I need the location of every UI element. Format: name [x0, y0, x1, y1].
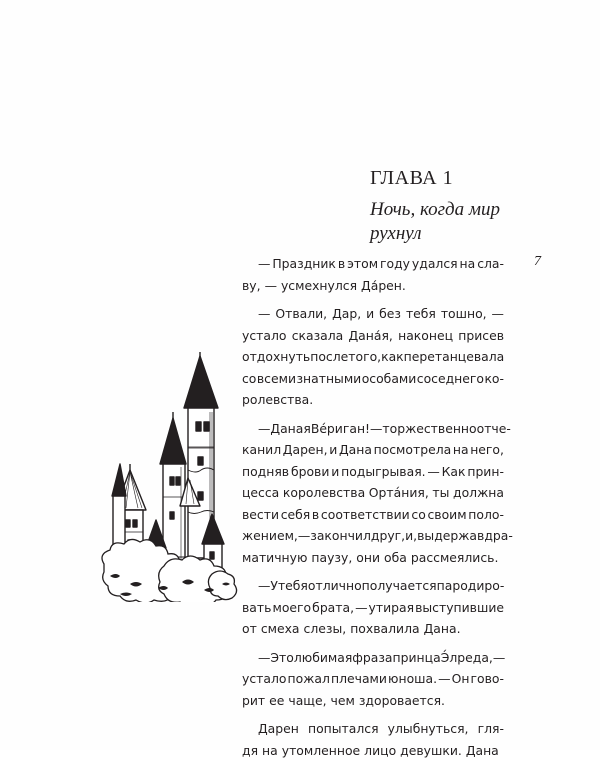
- text-line: рит ее чаще, чем здоровается.: [242, 690, 504, 712]
- paragraph-gap: [242, 711, 504, 718]
- text-line: устало пожал плечами юноша. — Он гово-: [242, 668, 504, 690]
- text-line: отдохнуть после того, как перетанцевала: [242, 346, 504, 368]
- chapter-number: ГЛАВА 1: [370, 167, 453, 190]
- body-text: [242, 253, 504, 761]
- castle-illustration-icon: [100, 352, 240, 602]
- text-line: жением, — закончил друг, и, выдержав дра-: [242, 525, 504, 547]
- text-line: ролевства.: [242, 389, 504, 411]
- text-line: матичную паузу, они оба рассмеялись.: [242, 547, 504, 569]
- text-line: вать моего брата, — утирая выступившие: [242, 597, 504, 619]
- text-line: дя на утомленное лицо девушки. Дана: [242, 740, 504, 761]
- text-line: ву, — усмехнулся Да́рен.: [242, 275, 504, 297]
- paragraph-gap: [242, 296, 504, 303]
- chapter-title-line: рухнул: [370, 222, 540, 246]
- text-line: Дарен попытался улыбнуться, гля-: [242, 718, 504, 740]
- text-line: — Отвали, Дар, и без тебя тошно, —: [242, 303, 504, 325]
- text-line: со всеми знатными особами соседнего ко-: [242, 368, 504, 390]
- paragraph-gap: [242, 411, 504, 418]
- text-line: канил Дарен, и Дана посмотрела на него,: [242, 439, 504, 461]
- text-line: вести себя в соответствии со своим поло-: [242, 504, 504, 526]
- text-line: — У тебя отлично получается пародиро-: [242, 575, 504, 597]
- text-line: — Даная Вéриган! — торжественно отче-: [242, 418, 504, 440]
- chapter-title-line: Ночь, когда мир: [370, 198, 540, 222]
- chapter-title: [370, 198, 540, 246]
- page-number: 7: [534, 254, 541, 270]
- text-line: от смеха слезы, похвалила Дана.: [242, 618, 504, 640]
- text-line: подняв брови и подыгрывая. — Как прин-: [242, 461, 504, 483]
- text-line: — Это любимая фраза принца Э́лреда, —: [242, 647, 504, 669]
- text-line: устало сказала Дана́я, наконец присев: [242, 325, 504, 347]
- paragraph-gap: [242, 640, 504, 647]
- paragraph-gap: [242, 568, 504, 575]
- text-line: цесса королевства Ортáния, ты должна: [242, 482, 504, 504]
- text-line: — Праздник в этом году удался на сла-: [242, 253, 504, 275]
